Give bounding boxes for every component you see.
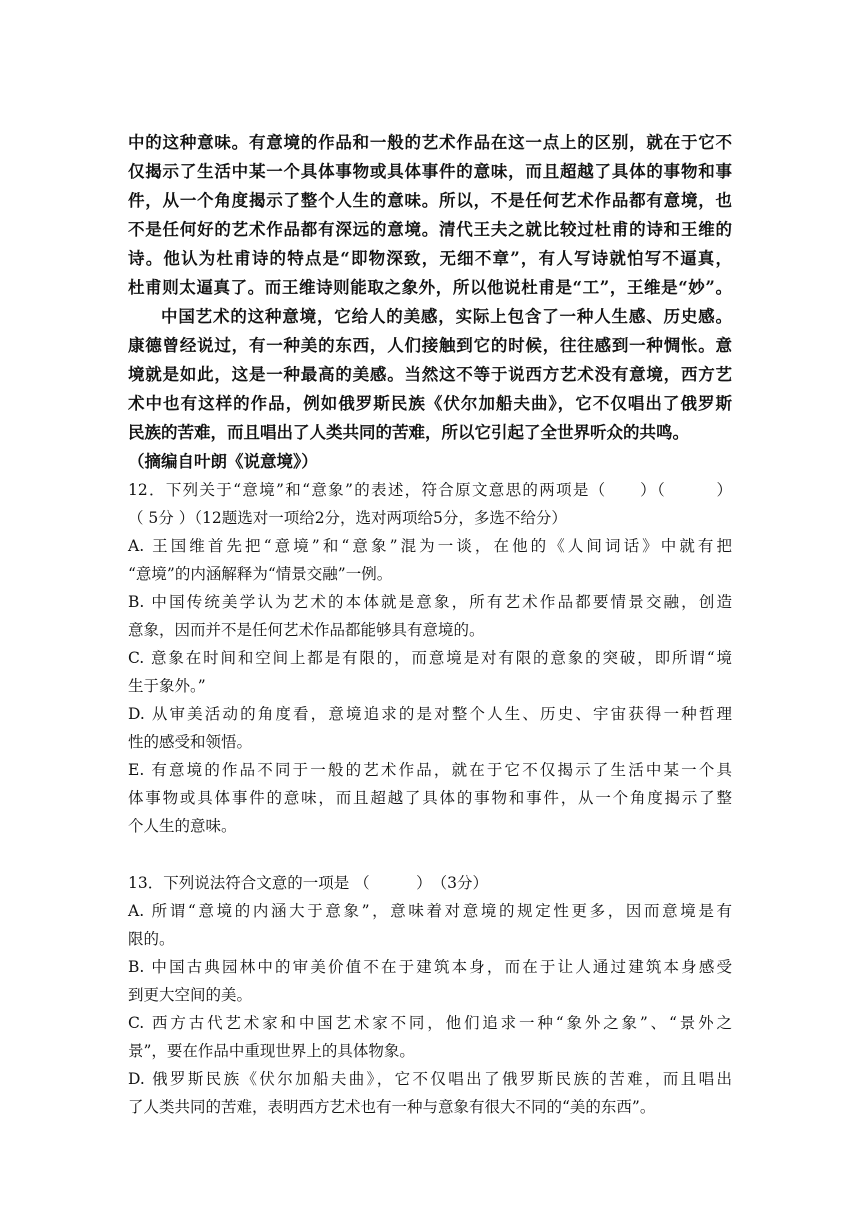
passage-line: 不是任何好的艺术作品都有深远的意境。清代王夫之就比较过杜甫的诗和王维的 <box>128 220 732 239</box>
passage-line: 诗。他认为杜甫诗的特点是“即物深致，无细不章”，有人写诗就怕写不逼真， <box>128 249 732 268</box>
option-e-cont: 个人生的意味。 <box>128 817 237 835</box>
option-c-cont: 景”，要在作品中重现世界上的具体物象。 <box>128 1042 415 1060</box>
option-e: E. 有意境的作品不同于一般的艺术作品，就在于它不仅揭示了生活中某一个具 <box>128 761 732 779</box>
question-13 <box>128 869 732 1121</box>
question-13-stem: 13．下列说法符合文意的一项是 （ ） （3分） <box>128 874 489 892</box>
option-c: C. 西方古代艺术家和中国艺术家不同，他们追求一种“象外之象”、“景外之 <box>128 1014 732 1032</box>
option-a: A. 所谓“意境的内涵大于意象”，意味着对意境的规定性更多，因而意境是有 <box>128 902 732 920</box>
option-b: B. 中国传统美学认为艺术的本体就是意象，所有艺术作品都要情景交融，创造 <box>128 593 732 611</box>
passage-line: 仅揭示了生活中某一个具体事物或具体事件的意味，而且超越了具体的事物和事 <box>128 162 732 181</box>
passage-line: 件，从一个角度揭示了整个人生的意味。所以，不是任何艺术作品都有意境，也 <box>128 191 732 210</box>
passage <box>128 128 732 476</box>
option-d-cont: 性的感受和领悟。 <box>128 733 253 751</box>
question-12-scoring: （ 5分 ）（12题选对一项给2分，选对两项给5分，多选不给分） <box>128 509 567 527</box>
question-12-stem: 12．下列关于“意境”和“意象”的表述，符合原文意思的两项是（ ）（ ） <box>128 481 732 499</box>
option-d: D. 俄罗斯民族《伏尔加船夫曲》，它不仅唱出了俄罗斯民族的苦难，而且唱出 <box>128 1070 732 1088</box>
passage-line: 中国艺术的这种意境，它给人的美感，实际上包含了一种人生感、历史感。 <box>161 307 732 326</box>
option-b-cont: 到更大空间的美。 <box>128 986 253 1004</box>
question-12 <box>128 476 732 840</box>
passage-source: （摘编自叶朗《说意境》） <box>128 452 318 471</box>
passage-line: 术中也有这样的作品，例如俄罗斯民族《伏尔加船夫曲》，它不仅唱出了俄罗斯 <box>128 394 732 413</box>
document-page <box>128 128 732 1121</box>
option-c-cont: 生于象外。” <box>128 677 206 695</box>
option-b-cont: 意象，因而并不是任何艺术作品都能够具有意境的。 <box>128 621 485 639</box>
passage-line: 杜甫则太逼真了。而王维诗则能取之象外，所以他说杜甫是“工”，王维是“妙”。 <box>128 278 732 297</box>
option-c: C. 意象在时间和空间上都是有限的，而意境是对有限的意象的突破，即所谓“境 <box>128 649 732 667</box>
option-a-cont: “意境”的内涵解释为“情景交融”一例。 <box>128 565 393 583</box>
passage-line: 中的这种意味。有意境的作品和一般的艺术作品在这一点上的区别，就在于它不 <box>128 133 732 152</box>
option-e-cont: 体事物或具体事件的意味，而且超越了具体的事物和事件，从一个角度揭示了整 <box>128 789 732 807</box>
passage-line: 康德曾经说过，有一种美的东西，人们接触到它的时候，往往感到一种惆怅。意 <box>128 336 732 355</box>
spacer <box>128 840 732 869</box>
option-b: B. 中国古典园林中的审美价值不在于建筑本身，而在于让人通过建筑本身感受 <box>128 958 732 976</box>
option-a: A. 王国维首先把“意境”和“意象”混为一谈，在他的《人间词话》中就有把 <box>128 537 732 555</box>
option-a-cont: 限的。 <box>128 930 175 948</box>
option-d: D. 从审美活动的角度看，意境追求的是对整个人生、历史、宇宙获得一种哲理 <box>128 705 732 723</box>
passage-line: 境就是如此，这是一种最高的美感。当然这不等于说西方艺术没有意境，西方艺 <box>128 365 732 384</box>
passage-line: 民族的苦难，而且唱出了人类共同的苦难，所以它引起了全世界听众的共鸣。 <box>128 423 689 442</box>
option-d-cont: 了人类共同的苦难，表明西方艺术也有一种与意象有很大不同的“美的东西”。 <box>128 1098 656 1116</box>
